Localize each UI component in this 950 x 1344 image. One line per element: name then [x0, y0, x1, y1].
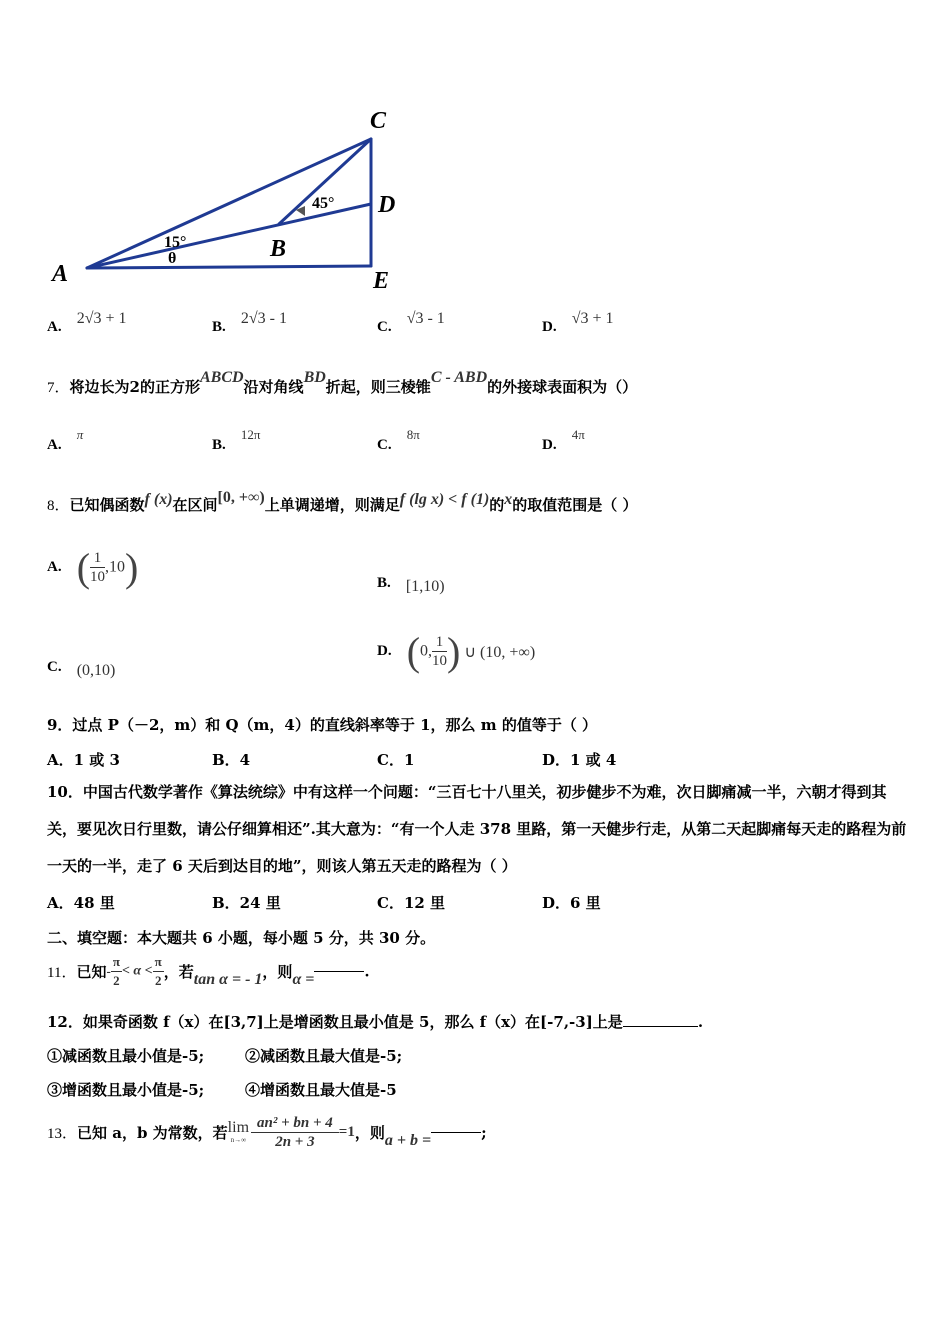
- answer-blank[interactable]: [623, 1026, 698, 1027]
- triangle-figure: [50, 100, 420, 300]
- answer-blank[interactable]: [431, 1132, 481, 1133]
- q6-option-d[interactable]: D. √3 + 1: [542, 310, 614, 335]
- label-c: C: [370, 108, 387, 134]
- q7-option-b[interactable]: B. $^{12\pi}$: [212, 427, 261, 453]
- question-13: 13．已知 a，b 为常数，若 lim n→∞ $\frac{\text{an² + bn + 4}}{2n + 3}$ =1，则a + b = ;: [47, 1115, 487, 1150]
- q6-option-c[interactable]: C. √3 - 1: [377, 310, 445, 335]
- q9-option-d[interactable]: D．1 或 4: [542, 751, 617, 769]
- question-9: 9．过点 P（－2，m）和 Q（m，4）的直线斜率等于 1，那么 m 的值等于（ ）: [47, 716, 598, 734]
- q12-choice-1: ①减函数且最小值是-5;: [47, 1047, 205, 1065]
- q8-option-d[interactable]: D. (0, $\frac{1}{10}$ ) ∪ (10, +∞): [377, 629, 536, 674]
- q7-option-c[interactable]: C. $^{8\pi}$: [377, 427, 420, 453]
- q9-option-c[interactable]: C．1: [377, 751, 415, 769]
- q9-option-a[interactable]: A．1 或 3: [47, 751, 120, 769]
- angle-theta: θ: [168, 250, 177, 267]
- section-heading: 二、填空题：本大题共 6 小题，每小题 5 分，共 30 分。: [47, 929, 436, 947]
- q12-choice-2: ②减函数且最大值是-5;: [245, 1047, 403, 1065]
- label-d: D: [378, 192, 396, 218]
- question-8: 8．已知偶函数f (x)在区间[0, +∞)上单调递增，则满足f (lg x) < f (1)的x的取值范围是（ ）: [47, 489, 638, 514]
- q7-option-a[interactable]: A. $^\pi$: [47, 427, 84, 453]
- q8-option-c[interactable]: C. (0,10): [47, 659, 116, 679]
- q10-option-b[interactable]: B．24 里: [212, 894, 281, 912]
- q12-choice-3: ③增函数且最小值是-5;: [47, 1081, 205, 1099]
- segment-ad: [87, 204, 371, 268]
- q12-choice-4: ④增函数且最大值是-5: [245, 1081, 397, 1099]
- question-10: 10．中国古代数学著作《算法统综》中有这样一个问题：“三百七十八里关，初步健步不为难，次日脚痛减一半，六朝才得到其关，要见次日行里数，请公仔细算相还”.其大意为：“有一个人走 378 里路，第一天健步行走，从第二天起脚痛每天走的路程为前一天的一半，走了 6 天后到达目的地”，则该人第五天走的路程为（ ）: [47, 783, 907, 875]
- segment-ae: [87, 266, 371, 268]
- q10-option-c[interactable]: C．12 里: [377, 894, 446, 912]
- label-b: B: [270, 236, 287, 262]
- q6-option-b[interactable]: B. 2√3 - 1: [212, 310, 287, 335]
- question-7: 7．将边长为2的正方形ABCD沿对角线BD折起，则三棱锥C - ABD的外接球表面积为（）: [47, 369, 638, 396]
- q6-option-a[interactable]: A. 2√3 + 1: [47, 310, 127, 335]
- question-11: 11．已知- $\frac{\pi}{2}$ < α < $\frac{\pi}{2}$ ，若tan α = - 1，则α = .: [47, 954, 370, 988]
- q8-option-a[interactable]: A. ( $\frac{1}{10}$ ,10): [47, 545, 139, 590]
- q10-option-d[interactable]: D．6 里: [542, 894, 601, 912]
- label-e: E: [373, 268, 390, 294]
- angle-45: 45°: [312, 195, 335, 212]
- question-12: 12．如果奇函数 f（x）在[3,7]上是增函数且最小值是 5，那么 f（x）在[-7,-3]上是 .: [47, 1013, 704, 1031]
- q7-option-d[interactable]: D. $^{4\pi}$: [542, 427, 585, 453]
- answer-blank[interactable]: [314, 971, 364, 972]
- limit-operator: lim n→∞: [227, 1119, 250, 1144]
- q10-option-a[interactable]: A．48 里: [47, 894, 115, 912]
- q8-option-b[interactable]: B. [1,10): [377, 575, 445, 595]
- angle-15: 15°: [164, 234, 187, 251]
- label-a: A: [52, 261, 69, 287]
- q9-option-b[interactable]: B．4: [212, 751, 251, 769]
